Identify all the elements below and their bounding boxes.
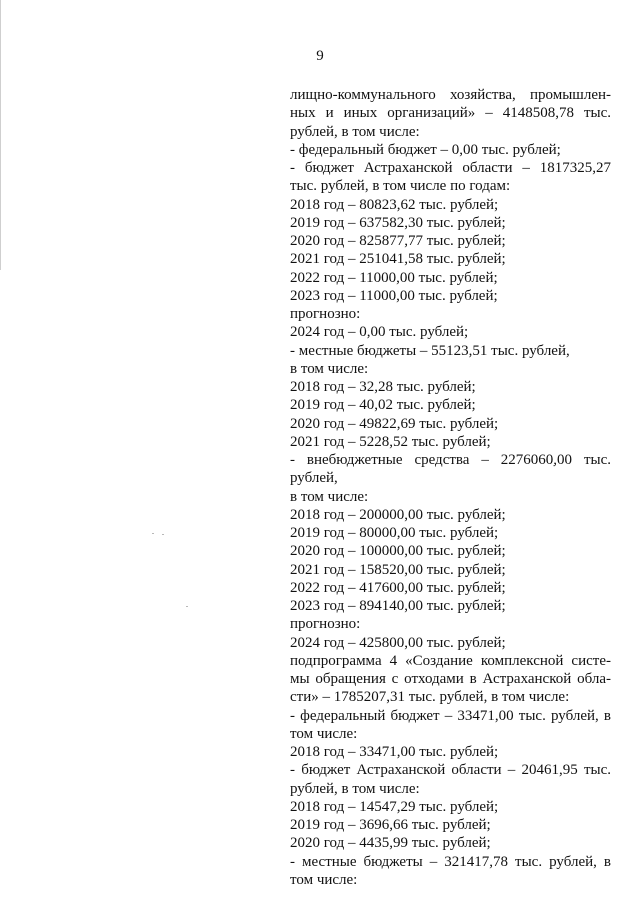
- text-line: 2018 год – 80823,62 тыс. рублей;: [290, 196, 499, 213]
- text-line: 2018 год – 32,28 тыс. рублей;: [290, 379, 476, 395]
- scan-speck: [152, 533, 154, 534]
- text-line: - местные бюджеты – 321417,78 тыс. рублей, в: [290, 853, 611, 870]
- page-number: 9: [316, 48, 324, 64]
- text-line: рублей, в том числе:: [290, 123, 420, 140]
- text-line: - федеральный бюджет – 33471,00 тыс. рублей, в: [290, 707, 611, 724]
- scan-edge-mark: [0, 0, 1, 270]
- text-line: - местные бюджеты – 55123,51 тыс. рублей,: [290, 342, 570, 359]
- text-line: 2019 год – 637582,30 тыс. рублей;: [290, 214, 506, 231]
- text-line: 2020 год – 49822,69 тыс. рублей;: [290, 415, 499, 432]
- text-line: сти» – 1785207,31 тыс. рублей, в том числе:: [290, 689, 570, 706]
- text-line: 2023 год – 894140,00 тыс. рублей;: [290, 598, 506, 614]
- text-line: лищно-коммунального хозяйства, промышлен-: [290, 87, 611, 103]
- text-line: том числе:: [290, 725, 358, 742]
- scan-speck: [186, 606, 188, 607]
- text-line: прогнозно:: [290, 306, 361, 322]
- text-line: - бюджет Астраханской области – 1817325,27: [290, 160, 611, 176]
- text-line: - бюджет Астраханской области – 20461,95 тыс.: [290, 762, 611, 779]
- text-line: тыс. рублей, в том числе по годам:: [290, 178, 511, 195]
- text-line: 2020 год – 100000,00 тыс. рублей;: [290, 543, 506, 560]
- text-line: мы обращения с отходами в Астраханской обла-: [290, 671, 611, 687]
- text-line: прогнозно:: [290, 616, 361, 633]
- text-line: 2022 год – 417600,00 тыс. рублей;: [290, 579, 506, 596]
- text-line: 2020 год – 4435,99 тыс. рублей;: [290, 835, 491, 852]
- text-line: - внебюджетные средства – 2276060,00 тыс.: [290, 452, 611, 468]
- text-line: 2019 год – 80000,00 тыс. рублей;: [290, 525, 499, 541]
- document-text-column: [290, 86, 611, 889]
- text-line: 2021 год – 251041,58 тыс. рублей;: [290, 251, 506, 268]
- text-line: ных и иных организаций» – 4148508,78 тыс.: [290, 105, 611, 122]
- text-line: подпрограмма 4 «Создание комплексной систе-: [290, 652, 611, 669]
- text-line: рублей,: [290, 470, 338, 487]
- text-line: 2018 год – 14547,29 тыс. рублей;: [290, 798, 499, 815]
- text-line: 2019 год – 3696,66 тыс. рублей;: [290, 817, 491, 833]
- text-line: рублей, в том числе:: [290, 780, 420, 797]
- text-line: 2022 год – 11000,00 тыс. рублей;: [290, 269, 498, 286]
- text-line: в том числе:: [290, 488, 369, 505]
- text-line: 2021 год – 5228,52 тыс. рублей;: [290, 433, 491, 450]
- text-line: 2021 год – 158520,00 тыс. рублей;: [290, 561, 506, 578]
- text-line: 2018 год – 33471,00 тыс. рублей;: [290, 744, 499, 760]
- scan-speck: [162, 534, 164, 535]
- text-line: - федеральный бюджет – 0,00 тыс. рублей;: [290, 141, 561, 158]
- text-line: 2024 год – 0,00 тыс. рублей;: [290, 324, 469, 341]
- text-line: в том числе:: [290, 360, 369, 377]
- text-line: 2020 год – 825877,77 тыс. рублей;: [290, 233, 506, 249]
- text-line: 2018 год – 200000,00 тыс. рублей;: [290, 506, 506, 523]
- text-line: 2023 год – 11000,00 тыс. рублей;: [290, 287, 498, 304]
- text-line: том числе:: [290, 871, 358, 888]
- text-line: 2019 год – 40,02 тыс. рублей;: [290, 397, 476, 414]
- text-line: 2024 год – 425800,00 тыс. рублей;: [290, 634, 506, 651]
